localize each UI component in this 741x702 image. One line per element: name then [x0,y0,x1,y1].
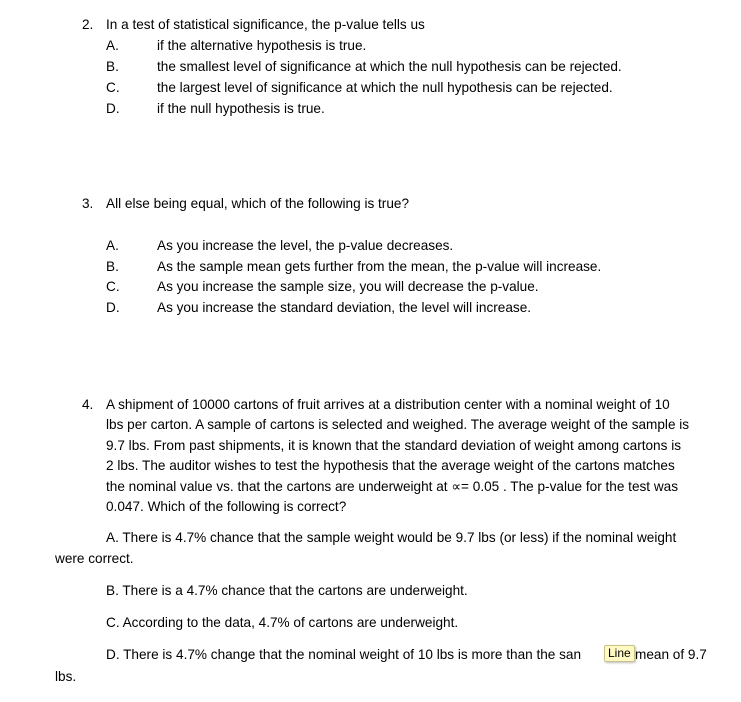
q2-option-d-letter: D. [106,101,120,116]
line-tooltip: Line [604,645,635,662]
q4-option-c: C. According to the data, 4.7% of cartons are underweight. [106,615,459,630]
q3-option-d-text: As you increase the standard deviation, the level will increase. [157,300,532,315]
q3-option-a-text: As you increase the level, the p-value decreases. [157,238,454,253]
q4-number: 4. [82,397,94,412]
q4-option-d-line-2: lbs. [55,669,77,684]
q3-number: 3. [82,196,94,211]
q4-option-a-line-2: were correct. [55,551,134,566]
q3-question: All else being equal, which of the following is true? [106,196,410,211]
q4-question-line-2: lbs per carton. A sample of cartons is selected and weighed. The average weight of the sample is [106,417,690,432]
q4-option-b: B. There is a 4.7% chance that the cartons are underweight. [106,583,468,598]
q3-option-a-letter: A. [106,238,119,253]
q4-option-a-line-1: A. There is 4.7% chance that the sample weight would be 9.7 lbs (or less) if the nominal weight [106,530,677,545]
q2-option-c-text: the largest level of significance at which the null hypothesis can be rejected. [157,80,613,95]
q2-option-c-letter: C. [106,80,120,95]
q2-question: In a test of statistical significance, the p-value tells us [106,17,425,32]
q2-option-a-text: if the alternative hypothesis is true. [157,38,367,53]
q3-option-c-text: As you increase the sample size, you will decrease the p-value. [157,279,539,294]
q4-question-line-4: 2 lbs. The auditor wishes to test the hypothesis that the average weight of the cartons matches [106,458,675,473]
q4-question-line-3: 9.7 lbs. From past shipments, it is known that the standard deviation of weight among cartons is [106,438,682,453]
q3-option-c-letter: C. [106,279,120,294]
q2-number: 2. [82,17,94,32]
q2-option-b-letter: B. [106,59,119,74]
q3-option-d-letter: D. [106,300,120,315]
q2-option-a-letter: A. [106,38,119,53]
q3-option-b-letter: B. [106,259,119,274]
q4-option-d-part-1: D. There is 4.7% change that the nominal weight of 10 lbs is more than the san [106,647,582,662]
q4-question-line-1: A shipment of 10000 cartons of fruit arrives at a distribution center with a nominal weight of 10 [106,397,670,412]
q4-option-d-part-2: mean of 9.7 [635,647,707,662]
q4-question-line-5: the nominal value vs. that the cartons are underweight at ∝= 0.05 . The p-value for the test was [106,479,679,494]
q3-option-b-text: As the sample mean gets further from the mean, the p-value will increase. [157,259,602,274]
q4-question-line-6: 0.047. Which of the following is correct? [106,499,347,514]
q2-option-b-text: the smallest level of significance at which the null hypothesis can be rejected. [157,59,622,74]
q2-option-d-text: if the null hypothesis is true. [157,101,325,116]
